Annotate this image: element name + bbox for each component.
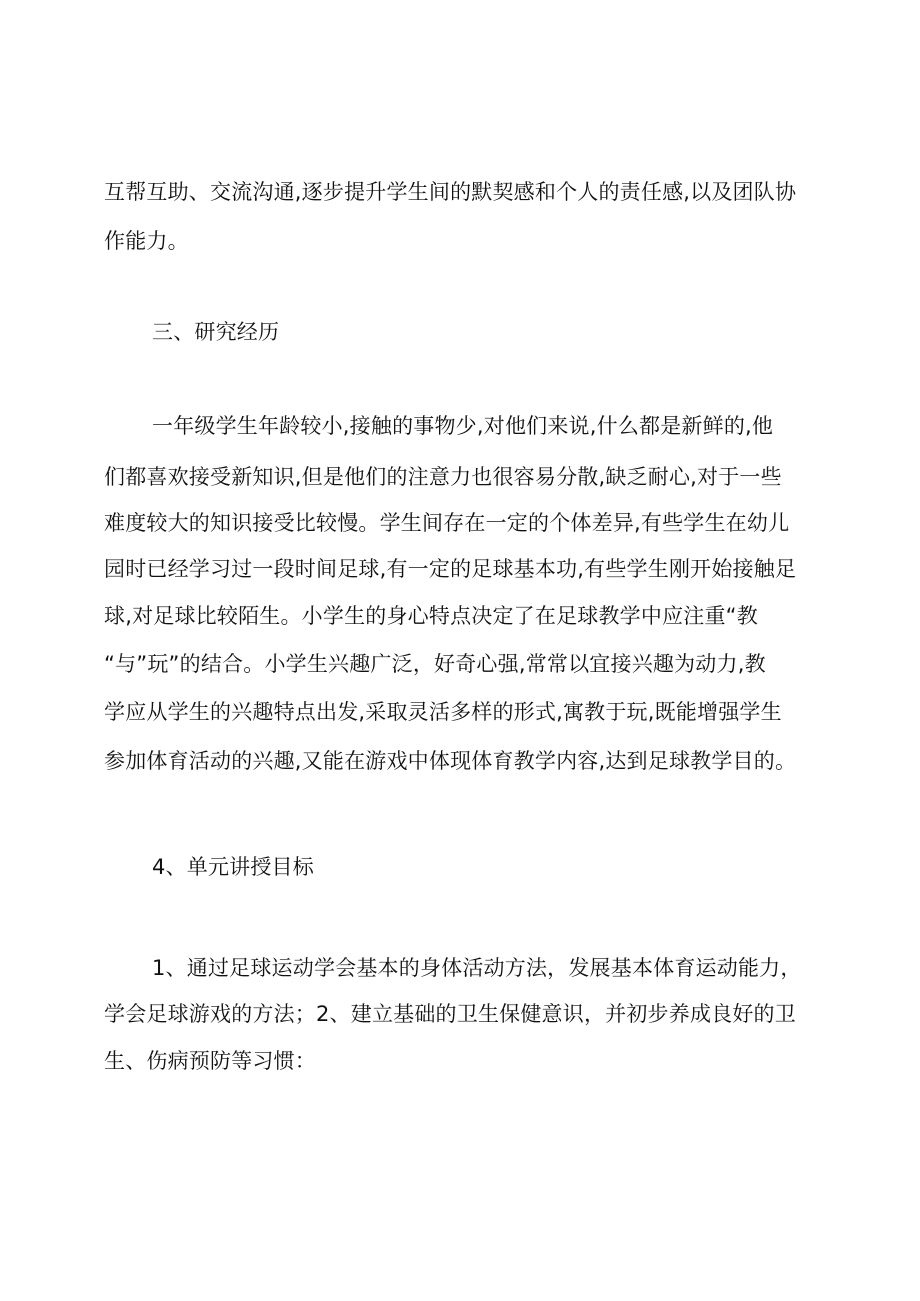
paragraph-line: 们都喜欢接受新知识,但是他们的注意力也很容易分散,缺乏耐心,对于一些 <box>104 465 782 489</box>
paragraph-line: 园时已经学习过一段时间足球,有一定的足球基本功,有些学生刚开始接触足 <box>104 557 797 581</box>
paragraph-line: 一年级学生年龄较小,接触的事物少,对他们来说,什么都是新鲜的,他 <box>152 414 774 438</box>
paragraph-line: 参加体育活动的兴趣,又能在游戏中体现体育教学内容,达到足球教学目的。 <box>104 749 797 773</box>
paragraph-line: 生、伤病预防等习惯： <box>104 1049 316 1073</box>
paragraph-line: 1、通过足球运动学会基本的身体活动方法，发展基本体育运动能力， <box>152 956 802 980</box>
paragraph-line: 学会足球游戏的方法；2、建立基础的卫生保健意识，并初步养成良好的卫 <box>104 1002 796 1026</box>
paragraph-line: 球,对足球比较陌生。小学生的身心特点决定了在足球教学中应注重“教 <box>104 604 758 628</box>
paragraph-line: 互帮互助、交流沟通,逐步提升学生间的默契感和个人的责任感,以及团队协 <box>104 180 797 204</box>
paragraph-line: 难度较大的知识接受比较慢。学生间存在一定的个体差异,有些学生在幼儿 <box>104 511 790 535</box>
section-heading: 三、研究经历 <box>152 320 280 344</box>
paragraph-line: 作能力。 <box>104 229 189 253</box>
section-heading: 4、单元讲授目标 <box>152 855 314 879</box>
paragraph-line: 学应从学生的兴趣特点出发,采取灵活多样的形式,寓教于玩,既能增强学生 <box>104 700 782 724</box>
paragraph-line: “与”玩”的结合。小学生兴趣广泛，好奇心强,常常以宜接兴趣为动力,教 <box>104 652 766 676</box>
